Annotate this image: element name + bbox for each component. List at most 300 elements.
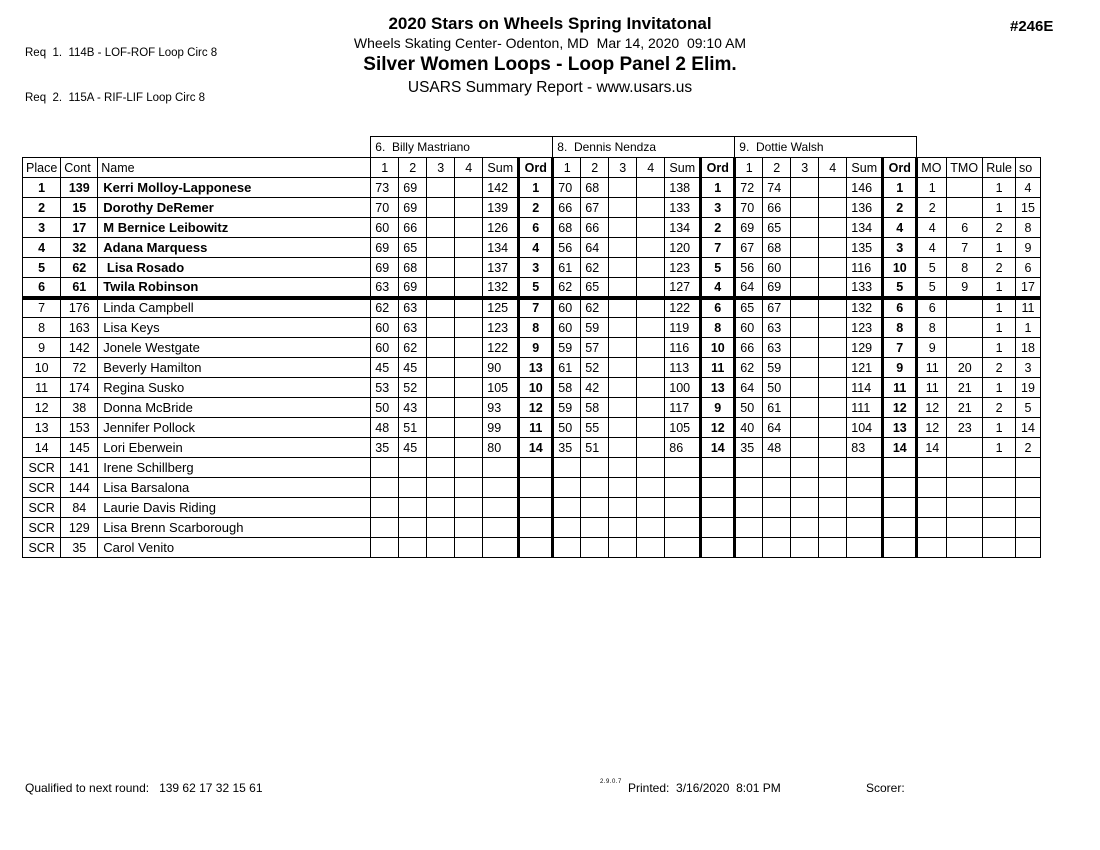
ord-cell: 10 <box>519 378 553 398</box>
score-cell: 63 <box>763 338 791 358</box>
score-cell <box>609 418 637 438</box>
score-cell <box>637 338 665 358</box>
score-cell: 62 <box>399 338 427 358</box>
score-cell <box>637 538 665 558</box>
score-cell <box>427 178 455 198</box>
score-cell: 64 <box>735 378 763 398</box>
score-cell <box>665 518 701 538</box>
score-cell: 80 <box>483 438 519 458</box>
mo-cell: 11 <box>917 378 947 398</box>
score-cell: 61 <box>553 258 581 278</box>
score-cell <box>791 518 819 538</box>
so-cell: 18 <box>1016 338 1041 358</box>
score-cell <box>637 258 665 278</box>
score-cell <box>609 238 637 258</box>
so-cell <box>1016 458 1041 478</box>
score-cell: 51 <box>581 438 609 458</box>
ord-cell: 4 <box>883 218 917 238</box>
score-cell <box>819 498 847 518</box>
score-cell <box>455 498 483 518</box>
requirement-line-2: Req 2. 115A - RIF-LIF Loop Circ 8 <box>25 92 206 104</box>
score-cell <box>427 338 455 358</box>
rule-cell: 2 <box>983 398 1016 418</box>
score-cell <box>553 478 581 498</box>
score-cell: 35 <box>735 438 763 458</box>
report-type-line: USARS Summary Report - www.usars.us <box>407 79 693 96</box>
place-cell: 7 <box>23 298 61 318</box>
table-row <box>23 398 1041 418</box>
score-cell <box>847 518 883 538</box>
score-cell <box>609 498 637 518</box>
score-cell <box>819 478 847 498</box>
score-cell <box>819 538 847 558</box>
score-cell <box>819 358 847 378</box>
score-cell: 45 <box>399 358 427 378</box>
score-cell <box>371 478 399 498</box>
score-cell <box>637 398 665 418</box>
table-row <box>23 498 1041 518</box>
so-cell: 19 <box>1016 378 1041 398</box>
place-cell: SCR <box>23 498 61 518</box>
score-cell: 111 <box>847 398 883 418</box>
name-cell: Adana Marquess <box>98 238 371 258</box>
score-cell: 69 <box>735 218 763 238</box>
so-cell: 2 <box>1016 438 1041 458</box>
score-cell <box>735 498 763 518</box>
score-cell <box>791 498 819 518</box>
ord-cell: 7 <box>519 298 553 318</box>
score-cell <box>609 218 637 238</box>
rule-cell: 2 <box>983 218 1016 238</box>
score-cell: 42 <box>581 378 609 398</box>
score-cell <box>637 478 665 498</box>
score-cell: 53 <box>371 378 399 398</box>
mo-cell: 14 <box>917 438 947 458</box>
score-cell: 64 <box>581 238 609 258</box>
score-cell <box>637 358 665 378</box>
so-cell: 14 <box>1016 418 1041 438</box>
score-col-header: 2 <box>581 158 609 178</box>
mo-header: MO <box>917 158 947 178</box>
score-cell: 43 <box>399 398 427 418</box>
score-cell <box>455 398 483 418</box>
score-cell <box>427 438 455 458</box>
score-cell: 60 <box>553 298 581 318</box>
tmo-cell: 23 <box>947 418 983 438</box>
results-table <box>22 136 1041 558</box>
score-cell <box>847 538 883 558</box>
score-cell <box>581 498 609 518</box>
ord-cell: 2 <box>519 198 553 218</box>
score-cell: 52 <box>399 378 427 398</box>
rule-cell <box>983 498 1016 518</box>
rule-cell: 1 <box>983 238 1016 258</box>
score-cell <box>609 338 637 358</box>
score-cell: 117 <box>665 398 701 418</box>
rule-cell: 1 <box>983 378 1016 398</box>
table-spacer-left <box>23 137 371 158</box>
score-cell <box>819 398 847 418</box>
score-cell: 116 <box>847 258 883 278</box>
cont-cell: 35 <box>61 538 98 558</box>
score-cell: 48 <box>763 438 791 458</box>
tmo-cell: 8 <box>947 258 983 278</box>
score-cell <box>455 358 483 378</box>
mo-cell <box>917 538 947 558</box>
cont-cell: 84 <box>61 498 98 518</box>
score-col-header: 3 <box>791 158 819 178</box>
score-cell: 142 <box>483 178 519 198</box>
table-row <box>23 278 1041 298</box>
mo-cell: 5 <box>917 278 947 298</box>
score-cell: 123 <box>847 318 883 338</box>
score-cell <box>637 418 665 438</box>
score-cell <box>371 538 399 558</box>
ord-cell: 14 <box>701 438 735 458</box>
ord-cell: 13 <box>701 378 735 398</box>
rule-cell: 1 <box>983 338 1016 358</box>
name-cell: Donna McBride <box>98 398 371 418</box>
score-cell: 104 <box>847 418 883 438</box>
score-cell <box>637 498 665 518</box>
score-cell <box>763 518 791 538</box>
score-cell <box>455 318 483 338</box>
report-header <box>0 13 1100 98</box>
cont-cell: 61 <box>61 278 98 298</box>
score-cell: 136 <box>847 198 883 218</box>
cont-cell: 139 <box>61 178 98 198</box>
score-cell <box>455 238 483 258</box>
score-cell <box>455 298 483 318</box>
scorer-label: Scorer: <box>866 781 905 795</box>
score-cell: 63 <box>399 298 427 318</box>
place-cell: 9 <box>23 338 61 358</box>
name-cell: Lisa Keys <box>98 318 371 338</box>
ord-cell: 12 <box>701 418 735 438</box>
score-cell: 72 <box>735 178 763 198</box>
score-cell: 132 <box>483 278 519 298</box>
score-cell: 63 <box>399 318 427 338</box>
so-cell: 15 <box>1016 198 1041 218</box>
tmo-cell: 6 <box>947 218 983 238</box>
score-cell: 134 <box>847 218 883 238</box>
table-row <box>23 478 1041 498</box>
score-cell <box>427 218 455 238</box>
score-col-header: Sum <box>665 158 701 178</box>
name-cell: Regina Susko <box>98 378 371 398</box>
score-cell: 57 <box>581 338 609 358</box>
score-cell <box>791 318 819 338</box>
cont-cell: 145 <box>61 438 98 458</box>
so-cell <box>1016 538 1041 558</box>
ord-cell: 11 <box>701 358 735 378</box>
score-cell <box>819 518 847 538</box>
score-cell <box>427 198 455 218</box>
name-cell: Linda Campbell <box>98 298 371 318</box>
mo-cell <box>917 518 947 538</box>
cont-cell: 62 <box>61 258 98 278</box>
mo-cell: 5 <box>917 258 947 278</box>
score-cell <box>847 458 883 478</box>
name-cell: M Bernice Leibowitz <box>98 218 371 238</box>
rule-cell <box>983 538 1016 558</box>
cont-header: Cont <box>61 158 98 178</box>
score-cell <box>427 418 455 438</box>
so-cell: 11 <box>1016 298 1041 318</box>
so-cell: 3 <box>1016 358 1041 378</box>
name-cell: Lori Eberwein <box>98 438 371 458</box>
ord-header: Ord <box>883 158 917 178</box>
name-cell: Lisa Barsalona <box>98 478 371 498</box>
score-cell: 64 <box>735 278 763 298</box>
so-header: so <box>1016 158 1041 178</box>
tmo-cell <box>947 538 983 558</box>
score-cell <box>455 478 483 498</box>
score-cell: 67 <box>735 238 763 258</box>
name-cell: Carol Venito <box>98 538 371 558</box>
score-cell: 50 <box>735 398 763 418</box>
score-cell: 35 <box>553 438 581 458</box>
score-cell: 60 <box>371 218 399 238</box>
score-cell: 61 <box>763 398 791 418</box>
score-cell: 61 <box>553 358 581 378</box>
score-cell <box>581 478 609 498</box>
score-cell <box>665 498 701 518</box>
cont-cell: 153 <box>61 418 98 438</box>
score-cell: 58 <box>553 378 581 398</box>
cont-cell: 17 <box>61 218 98 238</box>
score-cell <box>735 538 763 558</box>
score-cell: 62 <box>553 278 581 298</box>
score-cell: 67 <box>581 198 609 218</box>
ord-cell: 7 <box>883 338 917 358</box>
score-cell <box>455 178 483 198</box>
score-cell <box>427 298 455 318</box>
mo-cell: 9 <box>917 338 947 358</box>
score-cell <box>399 458 427 478</box>
score-cell <box>483 538 519 558</box>
table-row <box>23 378 1041 398</box>
table-row <box>23 358 1041 378</box>
place-cell: 3 <box>23 218 61 238</box>
score-cell <box>819 438 847 458</box>
score-cell <box>735 518 763 538</box>
score-cell: 137 <box>483 258 519 278</box>
score-cell: 66 <box>735 338 763 358</box>
score-cell: 69 <box>399 278 427 298</box>
judge-name-header: 9. Dottie Walsh <box>735 137 917 158</box>
score-col-header: 4 <box>637 158 665 178</box>
score-cell <box>371 518 399 538</box>
score-col-header: 3 <box>609 158 637 178</box>
score-cell: 62 <box>371 298 399 318</box>
score-cell <box>399 538 427 558</box>
ord-cell: 9 <box>701 398 735 418</box>
table-row <box>23 318 1041 338</box>
judge-name-header: 6. Billy Mastriano <box>371 137 553 158</box>
score-cell: 62 <box>735 358 763 378</box>
score-cell <box>819 198 847 218</box>
score-cell: 68 <box>399 258 427 278</box>
score-cell: 70 <box>735 198 763 218</box>
score-cell <box>819 238 847 258</box>
score-cell: 105 <box>665 418 701 438</box>
ord-cell <box>701 498 735 518</box>
score-cell <box>609 378 637 398</box>
score-cell <box>371 498 399 518</box>
score-cell: 68 <box>553 218 581 238</box>
score-col-header: 1 <box>553 158 581 178</box>
ord-cell: 12 <box>883 398 917 418</box>
score-cell: 65 <box>399 238 427 258</box>
cont-cell: 174 <box>61 378 98 398</box>
ord-cell: 14 <box>883 438 917 458</box>
rule-cell <box>983 478 1016 498</box>
place-cell: 5 <box>23 258 61 278</box>
score-cell <box>609 478 637 498</box>
score-cell: 68 <box>763 238 791 258</box>
score-cell <box>427 258 455 278</box>
score-cell <box>609 278 637 298</box>
rule-cell: 2 <box>983 258 1016 278</box>
score-cell <box>819 178 847 198</box>
score-cell: 62 <box>581 298 609 318</box>
ord-cell: 7 <box>701 238 735 258</box>
ord-cell: 9 <box>519 338 553 358</box>
venue-date-line: Wheels Skating Center- Odenton, MD Mar 14, 2020 09:10 AM <box>353 35 747 51</box>
score-cell <box>763 498 791 518</box>
name-cell: Lisa Brenn Scarborough <box>98 518 371 538</box>
score-cell <box>791 238 819 258</box>
score-cell <box>847 498 883 518</box>
tmo-cell: 21 <box>947 398 983 418</box>
ord-cell: 2 <box>701 218 735 238</box>
score-cell: 134 <box>665 218 701 238</box>
score-cell: 114 <box>847 378 883 398</box>
score-cell <box>455 258 483 278</box>
score-cell: 135 <box>847 238 883 258</box>
score-cell: 50 <box>763 378 791 398</box>
score-cell <box>791 438 819 458</box>
score-cell <box>483 518 519 538</box>
mo-cell: 8 <box>917 318 947 338</box>
score-cell <box>399 498 427 518</box>
score-cell: 123 <box>483 318 519 338</box>
rule-cell: 1 <box>983 278 1016 298</box>
score-cell <box>637 178 665 198</box>
score-cell <box>427 518 455 538</box>
score-cell <box>637 238 665 258</box>
score-cell: 122 <box>665 298 701 318</box>
score-cell: 122 <box>483 338 519 358</box>
score-col-header: Sum <box>483 158 519 178</box>
place-cell: 4 <box>23 238 61 258</box>
place-cell: 10 <box>23 358 61 378</box>
ord-cell <box>883 458 917 478</box>
score-cell <box>553 498 581 518</box>
place-cell: SCR <box>23 478 61 498</box>
score-cell: 86 <box>665 438 701 458</box>
so-cell: 1 <box>1016 318 1041 338</box>
table-row <box>23 258 1041 278</box>
name-header: Name <box>98 158 371 178</box>
score-cell: 45 <box>399 438 427 458</box>
score-cell <box>819 218 847 238</box>
judge-name-header: 8. Dennis Nendza <box>553 137 735 158</box>
cont-cell: 129 <box>61 518 98 538</box>
score-cell: 59 <box>581 318 609 338</box>
rule-cell: 1 <box>983 318 1016 338</box>
score-col-header: Sum <box>847 158 883 178</box>
score-cell <box>637 458 665 478</box>
score-cell <box>455 458 483 478</box>
ord-cell: 13 <box>883 418 917 438</box>
place-cell: 13 <box>23 418 61 438</box>
tmo-cell: 7 <box>947 238 983 258</box>
cont-cell: 15 <box>61 198 98 218</box>
ord-cell: 12 <box>519 398 553 418</box>
score-cell: 113 <box>665 358 701 378</box>
score-cell <box>609 438 637 458</box>
score-cell <box>637 278 665 298</box>
name-cell: Jennifer Pollock <box>98 418 371 438</box>
score-cell: 138 <box>665 178 701 198</box>
score-cell: 70 <box>371 198 399 218</box>
score-cell <box>483 458 519 478</box>
score-cell <box>455 438 483 458</box>
so-cell: 8 <box>1016 218 1041 238</box>
name-cell: Kerri Molloy-Lapponese <box>98 178 371 198</box>
cont-cell: 142 <box>61 338 98 358</box>
score-cell: 93 <box>483 398 519 418</box>
score-cell <box>609 178 637 198</box>
score-cell: 116 <box>665 338 701 358</box>
place-cell: 11 <box>23 378 61 398</box>
rule-cell: 1 <box>983 198 1016 218</box>
score-cell: 66 <box>399 218 427 238</box>
printed-line: Printed: 3/16/2020 8:01 PM <box>628 781 781 795</box>
score-cell: 67 <box>763 298 791 318</box>
score-cell: 60 <box>371 338 399 358</box>
score-cell: 60 <box>371 318 399 338</box>
so-cell: 17 <box>1016 278 1041 298</box>
version-number: 2.9.0.7 <box>600 779 622 785</box>
table-row <box>23 338 1041 358</box>
so-cell: 9 <box>1016 238 1041 258</box>
score-cell <box>665 458 701 478</box>
score-cell: 60 <box>735 318 763 338</box>
score-cell <box>455 218 483 238</box>
score-cell <box>609 298 637 318</box>
ord-cell: 13 <box>519 358 553 378</box>
tmo-cell <box>947 198 983 218</box>
ord-header: Ord <box>519 158 553 178</box>
score-cell <box>763 458 791 478</box>
ord-cell: 6 <box>883 298 917 318</box>
score-cell <box>609 258 637 278</box>
score-cell <box>763 478 791 498</box>
score-cell <box>483 498 519 518</box>
ord-cell <box>519 458 553 478</box>
tmo-cell <box>947 178 983 198</box>
score-cell <box>637 318 665 338</box>
score-cell <box>553 458 581 478</box>
score-cell: 83 <box>847 438 883 458</box>
table-row <box>23 518 1041 538</box>
score-cell <box>427 538 455 558</box>
ord-cell <box>701 478 735 498</box>
ord-cell: 14 <box>519 438 553 458</box>
